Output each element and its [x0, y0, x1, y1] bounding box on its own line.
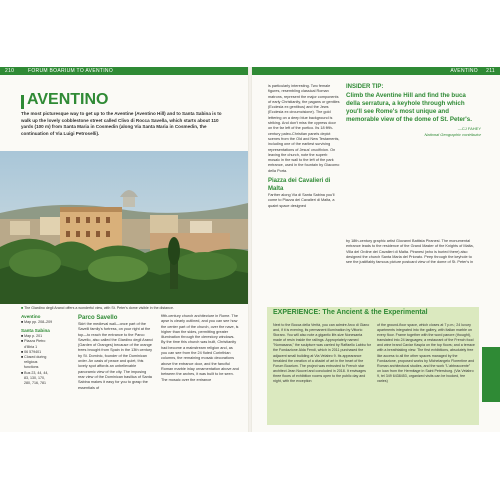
insider-tip-box: [346, 84, 481, 236]
infobox-line: ■ 06 579401: [21, 349, 42, 354]
column-4-body: by 18th-century graphic artist Giovanni Battista Piranesi. The monumental entrance leads to the residence of the Grand Master of the Knights of Malta, Villa del Ordine dei Cavalieri di Malta. Piranesi (who is buried there) also designed the church Santa Maria del Priorato. Peep through the keyhole to see the justifiably famous picture postcard view of the dome of St. Peter's in: [346, 239, 474, 265]
caption-text: The Giardino degli Aranci offers a wonderful view, with St. Peter's dome visible in the distance.: [24, 306, 174, 310]
infobox-line: ■ Map p. 201: [21, 334, 43, 339]
infobox-title-santa-sabina: Santa Sabina: [21, 328, 50, 334]
rome-panorama-photo: [0, 151, 248, 304]
photo-caption: [21, 306, 246, 311]
infobox-line: ■ Closed during: [21, 355, 47, 360]
section-title: AVENTINO: [27, 91, 109, 108]
insider-tip-role: National Geographic contributor: [424, 131, 481, 137]
column-3: [268, 84, 340, 209]
infobox-title-aventino: Aventino: [21, 314, 41, 319]
caption-symbol: ■: [21, 306, 24, 310]
right-page-header: [252, 67, 500, 75]
sidebar-infobox: [21, 314, 59, 386]
experience-title: EXPERIENCE: The Ancient & the Experimental: [273, 309, 428, 316]
infobox-line: ■ Bus 23, 44, 44,: [21, 370, 49, 375]
photo-illustration: [0, 151, 248, 304]
column-1-body: Skirt the medieval wall—once part of the Savelli family's fortress, on your right at the top—to reach the entrance to the Parco Savello, also called the Giardino degli Aranci (Garden of Oranges) because of the orange trees brought from Spain in the 13th century by St. Dominic, founder of the Dominican order. An oasis of peace and quiet, this lovely spot affords an unbelievable panoramic view of the city. The imposing rear view of the Dominican basilica of Santa Sabina makes it easy for you to grasp the essentials of: [78, 322, 153, 390]
infobox-line: d'Illiria 1: [21, 344, 38, 349]
infobox-line: ■ Piazza Pietro: [21, 339, 46, 344]
insider-tip-author: —CJ FAHEY: [457, 126, 481, 132]
chapter-edge-tab: [482, 347, 500, 402]
column-2-body: fifth-century church architecture in Rome. The apse is clearly outlined, and you can see how the center part of the church, over the nave, is higher than the sides, permitting greater illumination through the clerestory windows. By the time this church was built, Christianity had become a mainstream religion and, as you can see from the 24 fluted Corinthian columns, the remaining mosaic decorations above the entrance door, and the fanciful Roman marble inlay ornamentation above and between the arches, it was built to be seen. The mosaic over the entrance: [161, 314, 239, 382]
left-page-header: [0, 67, 248, 75]
experience-header: [267, 307, 479, 319]
insider-tip-body: Climb the Aventine Hill and find the buca della serratura, a keyhole through which you'll see Rome's most unique and memorable view of the dome of St. Peter's.: [346, 91, 472, 124]
column-2: [161, 314, 239, 383]
left-page-number: 210: [5, 68, 15, 74]
infobox-line: religious: [21, 360, 38, 365]
column-4: [346, 239, 474, 265]
right-running-head: AVENTINO: [450, 68, 478, 74]
column-3-body-continued: Farther along Via di Santa Sabina you'll come to Piazza dei Cavalieri di Malta, a quaint space designed: [268, 193, 335, 208]
book-spread: [0, 67, 500, 432]
book-gutter: [248, 67, 252, 432]
experience-box: [267, 307, 479, 425]
infobox-line: 83, 130, 170,: [21, 375, 45, 380]
infobox-line: 280, 716, 781: [21, 381, 46, 386]
experience-right-text: of the ground-floor space, which closes at 7 p.m.; 24 luxury apartments integrated into the gallery, with Italian marble on every floor. Frame together with the word panore (thought), translated into 24 languages; a restaurant of the French food and wine brand Caviar Kaspia on the top floors; and a terrace with a breathtaking view. The first exhibitions, absolutely free like access to all the other spaces managed by the Fondazione, proposed works by Michelangelo Florentine and Roman architectural studies, and the work "L'abbraccente" on loan from the Hermitage in Saint Petersburg. (Via Velabro 9, tel 349 6438453, organized visits can be booked, fee varies): [377, 323, 475, 384]
column-3-body: is particularly interesting. Two female figures, resembling classical Roman matrons, represent the major components of early Christianity, the pagans or gentiles (Ecclesia ex gentibus) and the Jews (Ecclesia ex circumcisione). The gold lettering on a deep blue background is striking. And don't miss the cypress door on the far left of the portico. Its 18 fifth-century paleo-Christian panels depict scenes from the Old and New Testaments, including one of the earliest surviving representations of Jesus' crucifixion. On leaving the church, note the superb mosaic in the wall to the left of the park entrance, used in the fountain by Giacomo della Porta.: [268, 84, 340, 173]
infobox-map-line: ■ Map pp. 208–209: [21, 320, 53, 324]
left-running-head: FORUM BOARIUM TO AVENTINO: [28, 68, 114, 74]
infobox-line: functions: [21, 365, 39, 370]
column-1: [78, 314, 154, 391]
right-page-number: 211: [486, 68, 495, 74]
intro-paragraph: The most picturesque way to get up to the Aventine (Aventino Hill) and to Santa Sabina is to walk up the lovely cobblestone street called Clivo di Rocca Savella, which starts about 110 yards (100 m) from Santa Maria in Cosmedin (along Via Santa Maria in Cosmedin, the continuation of Via Luigi Petroselli).: [21, 111, 222, 136]
experience-left-text: Next to the Bocca della Verità, you can admire Arco di Giano and, if it is evening, its permanent illumination by Vittorio Storaro. You will also note a gigantic life-size Nonesanta made of resin inside the railings. Appropriately named "Nomasana," the sculpture was carried by Raffaello Labbu for the Fondazione Alda Fendi, which in 2011 purchased the adjacent small building at Via Velabro 9. Its appearance heralded the creation of a citadel of art in the heart of the Forum Boarium. The project was entrusted to French star architect Jean Nouvel and concluded in 2018. It envisages three floors of exhibition rooms open to the public day and night, with the exception: [273, 323, 371, 384]
subhead-parco-savello: Parco Savello: [78, 315, 118, 321]
subhead-piazza-cavalieri: Piazza dei Cavalieri di Malta: [268, 178, 331, 193]
insider-tip-label: INSIDER TIP:: [346, 84, 384, 90]
title-accent-bar: [21, 95, 24, 109]
